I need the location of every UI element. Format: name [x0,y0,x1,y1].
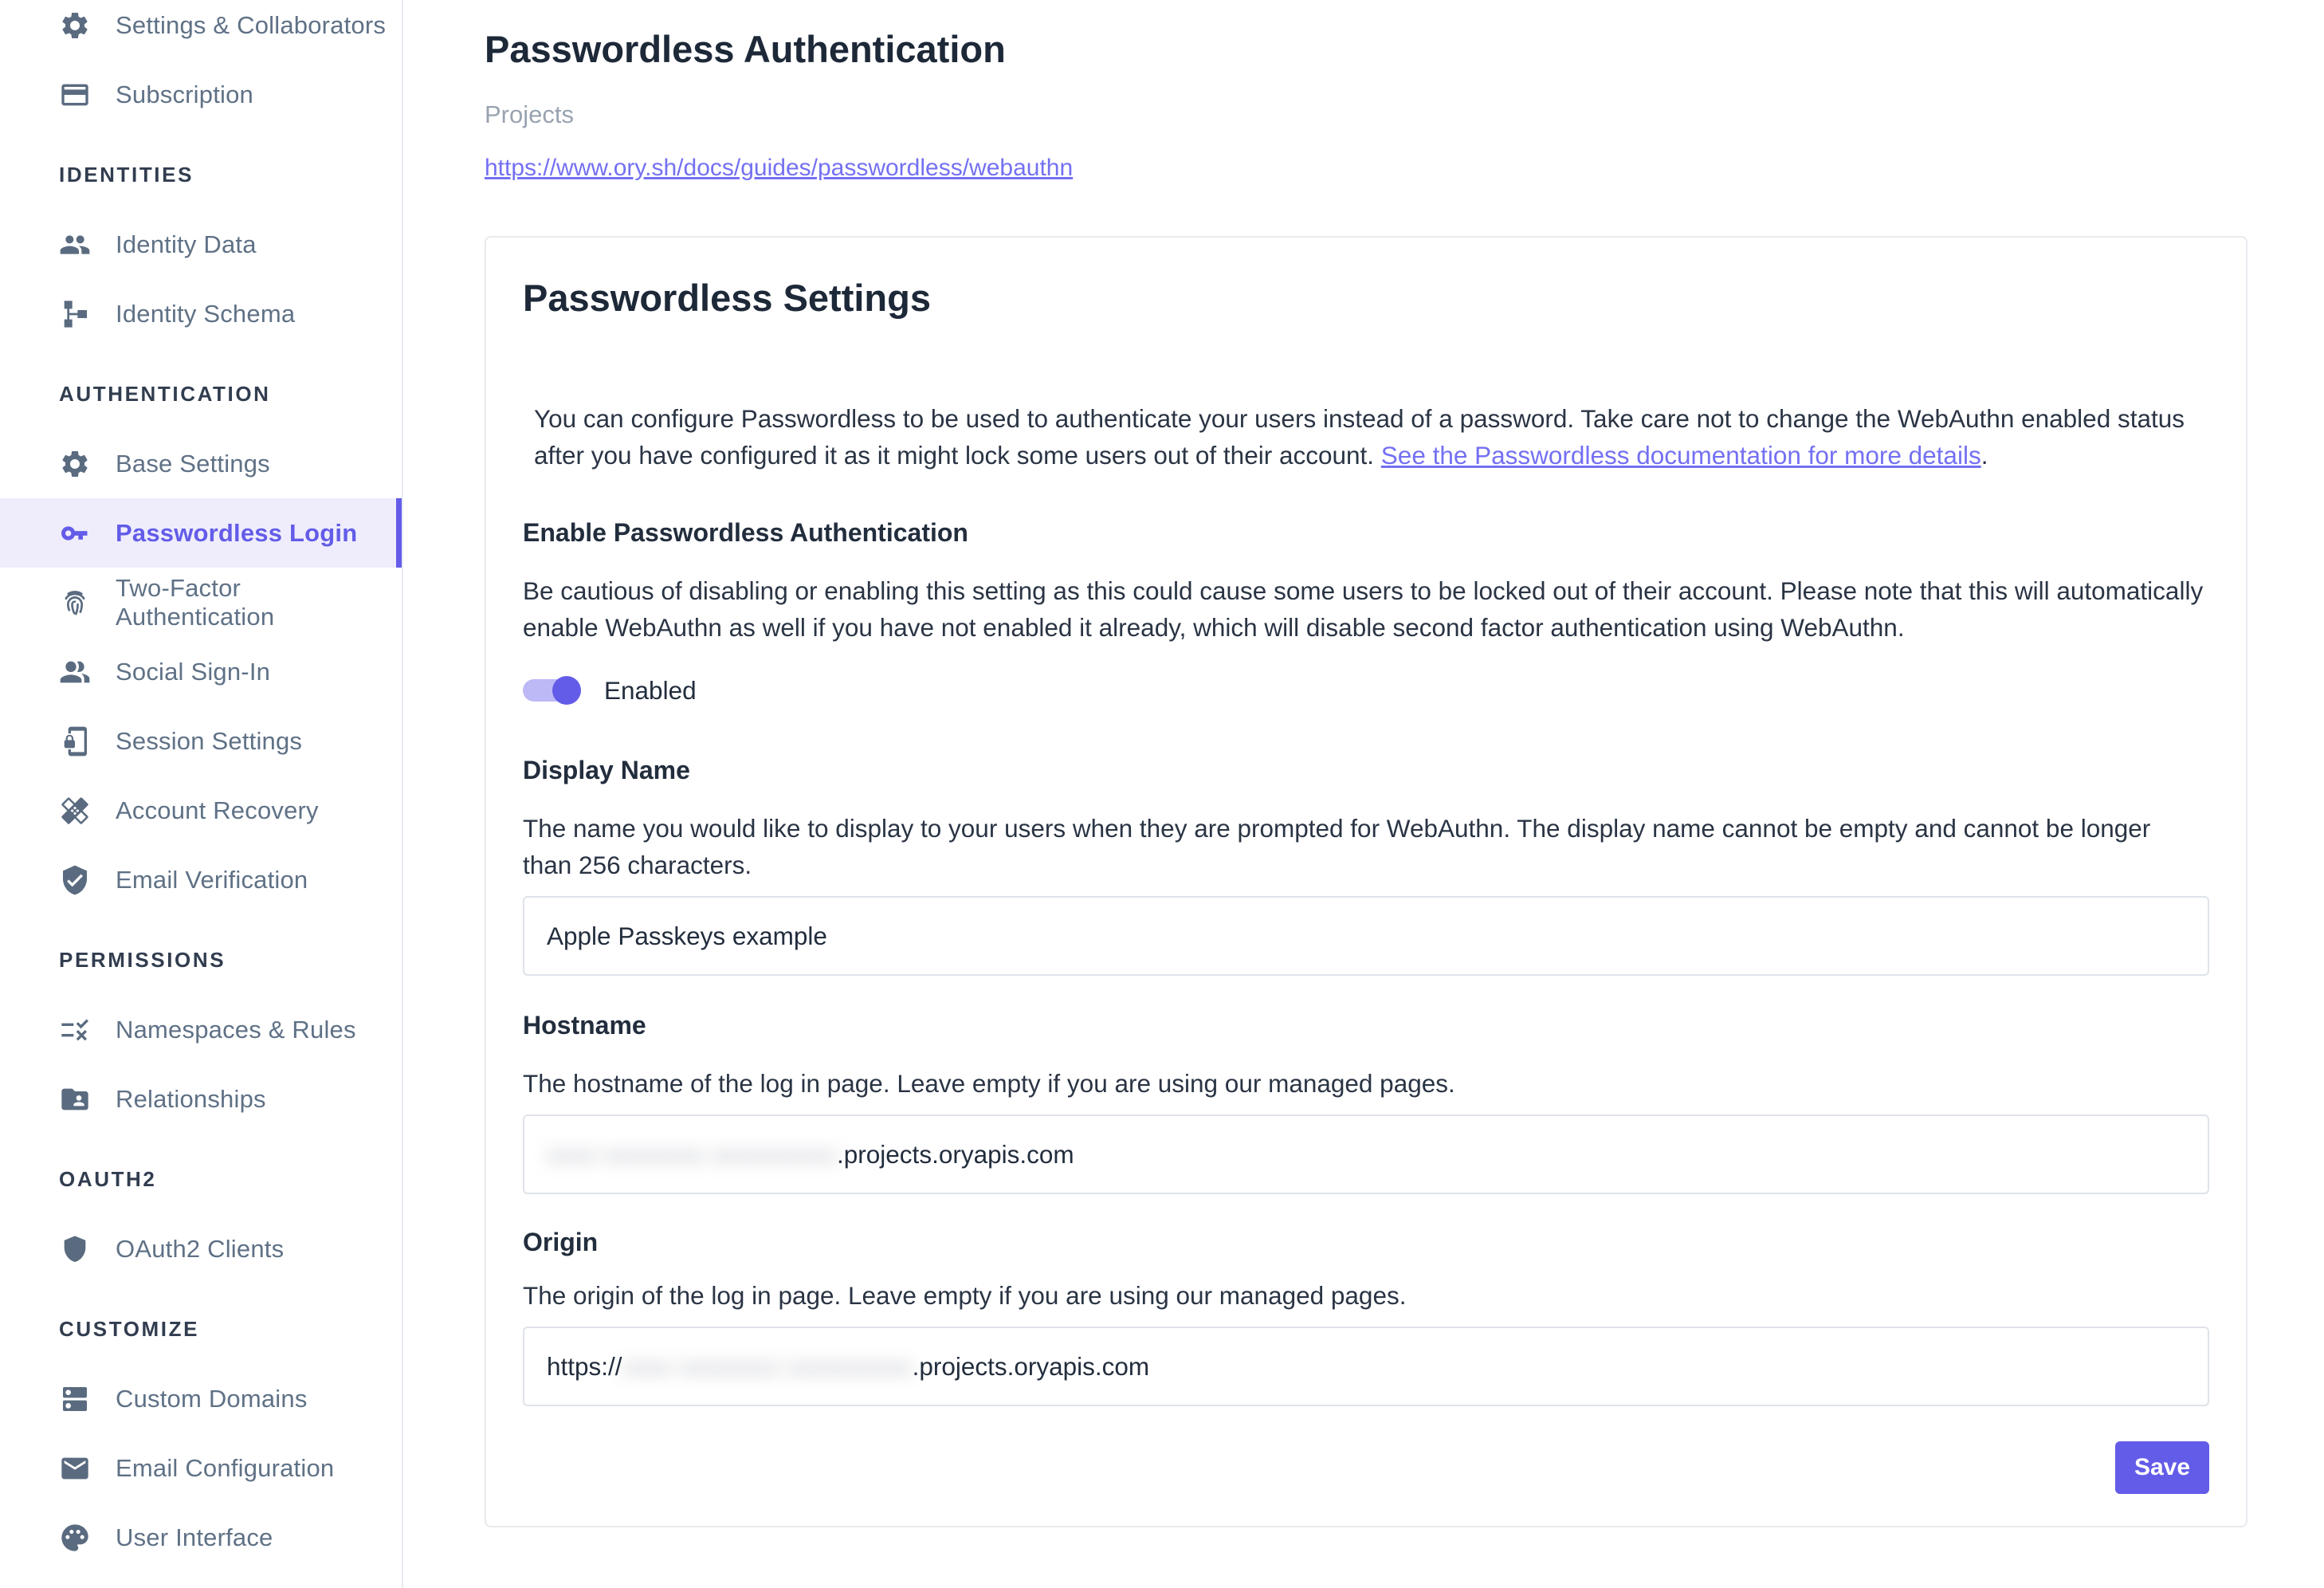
page-subtitle: Projects [485,100,574,128]
gear-icon [59,10,91,41]
origin-label: Origin [523,1228,599,1256]
passwordless-settings-card [485,236,2247,1527]
sidebar-item-session-settings[interactable] [0,706,402,776]
sidebar-nav [0,0,402,1572]
sidebar-item-label: Identity Schema [116,299,296,328]
sidebar-section-customize: CUSTOMIZE [59,1317,200,1341]
phone-lock-icon [59,725,91,757]
hostname-suffix: .projects.oryapis.com [837,1139,1074,1169]
sidebar-item-identity-schema[interactable] [0,279,402,348]
enable-passwordless-description: Be cautious of disabling or enabling this setting as this could cause some users to be locked out of their account. Please note that this will automatically enable WebAuthn as well if you have not enabled it already, which will disable second factor authentication using WebAuthn. [523,576,2204,642]
shield-icon [59,1233,91,1265]
credit-card-icon [59,79,91,111]
sidebar-item-label: Relationships [116,1084,266,1113]
card-actions [523,1441,2209,1494]
sidebar-item-base-settings[interactable] [0,429,402,498]
origin-prefix: https:// [547,1351,622,1381]
save-button[interactable]: Save [2115,1441,2209,1494]
sidebar-item-label: Two-Factor Authentication [116,573,275,631]
sidebar-item-label: Namespaces & Rules [116,1015,356,1044]
webauthn-docs-link[interactable]: https://www.ory.sh/docs/guides/passwordless/webauthn [485,155,1074,181]
shield-check-icon [59,864,91,896]
sidebar-item-namespaces-and-rules[interactable] [0,995,402,1064]
sidebar-item-label: Base Settings [116,449,270,478]
mail-icon [59,1452,91,1484]
card-intro-suffix: . [1981,441,1988,470]
toggle-state-label: Enabled [604,675,697,705]
palette-icon [59,1522,91,1554]
sidebar-item-label: Settings & Collaborators [116,10,387,39]
enable-passwordless-label: Enable Passwordless Authentication [523,518,968,547]
sidebar-section-oauth2: OAUTH2 [59,1167,157,1191]
sidebar-item-relationships[interactable] [0,1064,402,1134]
sidebar-item-passwordless-login[interactable] [0,498,402,568]
sidebar [0,0,403,1588]
toggle-knob [552,676,581,705]
people-alt-icon [59,656,91,688]
display-name-input[interactable] [523,896,2209,976]
sidebar-item-identity-data[interactable] [0,210,402,279]
hostname-redacted-value: xxxx xxxxxxxx xxxxxxxxxx [547,1139,838,1169]
sidebar-item-subscription[interactable] [0,60,402,129]
hostname-label: Hostname [523,1011,646,1040]
sidebar-item-oauth2-clients[interactable] [0,1214,402,1283]
key-icon [59,517,91,549]
sidebar-item-label: Email Verification [116,865,308,894]
sidebar-item-label: Passwordless Login [116,518,358,547]
sidebar-item-label: Account Recovery [116,796,319,824]
passwordless-docs-link[interactable]: See the Passwordless documentation for more details [1380,441,1981,470]
rule-icon [59,1014,91,1046]
sidebar-item-user-interface[interactable] [0,1503,402,1572]
sidebar-item-label: User Interface [116,1523,273,1551]
sidebar-item-label: Subscription [116,80,253,108]
schema-icon [59,298,91,330]
origin-input[interactable] [523,1327,2209,1406]
main-content [405,0,2324,1588]
sidebar-item-label: Session Settings [116,726,303,755]
sidebar-item-label: OAuth2 Clients [116,1234,285,1263]
sidebar-section-permissions: PERMISSIONS [59,948,226,972]
card-intro-text: You can configure Passwordless to be used to authenticate your users instead of a password. Take care not to change the WebAuthn enabled status after you have configured it as it might lock some users out of their account. [534,404,2185,470]
hostname-input[interactable] [523,1114,2209,1194]
sidebar-item-email-configuration[interactable] [0,1433,402,1503]
sidebar-item-social-sign-in[interactable] [0,637,402,706]
people-icon [59,229,91,261]
sidebar-item-settings-and-collaborators[interactable] [0,0,402,60]
gear-icon [59,448,91,480]
sidebar-item-label: Custom Domains [116,1384,308,1413]
sidebar-item-two-factor-authentication[interactable] [0,568,402,637]
sidebar-section-authentication: AUTHENTICATION [59,382,271,406]
dns-icon [59,1383,91,1415]
sidebar-item-label: Social Sign-In [116,657,271,686]
folder-person-icon [59,1083,91,1115]
sidebar-item-email-verification[interactable] [0,845,402,914]
fingerprint-icon [59,587,91,619]
sidebar-item-label: Identity Data [116,230,257,258]
origin-suffix: .projects.oryapis.com [912,1351,1150,1381]
sidebar-item-account-recovery[interactable] [0,776,402,845]
display-name-description: The name you would like to display to your users when they are prompted for WebAuthn. The display name cannot be empty and cannot be longer than 256 characters. [523,814,2151,879]
page-title: Passwordless Authentication [485,28,1006,70]
healing-icon [59,795,91,827]
card-title: Passwordless Settings [523,277,931,319]
hostname-description: The hostname of the log in page. Leave empty if you are using our managed pages. [523,1069,1455,1098]
passwordless-toggle[interactable] [523,679,579,702]
sidebar-item-label: Email Configuration [116,1453,335,1482]
enable-toggle-row [523,674,2209,706]
card-intro [534,400,2204,474]
sidebar-item-custom-domains[interactable] [0,1364,402,1433]
display-name-label: Display Name [523,756,690,784]
display-name-value: Apple Passkeys example [547,921,827,950]
origin-redacted-value: xxxx xxxxxxxx xxxxxxxxxx [622,1351,913,1381]
sidebar-section-identities: IDENTITIES [59,163,194,187]
origin-description: The origin of the log in page. Leave empty if you are using our managed pages. [523,1281,1407,1310]
